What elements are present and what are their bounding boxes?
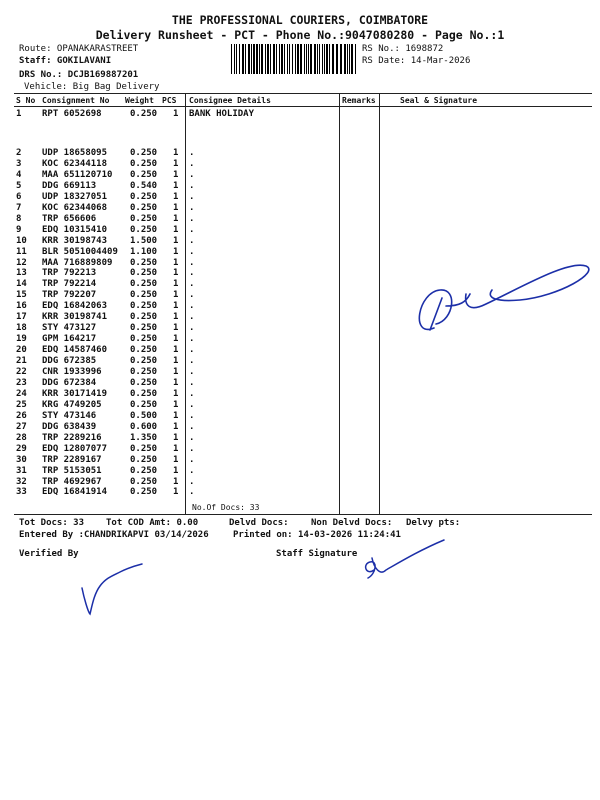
row-consignee-details: . — [189, 421, 195, 432]
row-sno: 22 — [16, 367, 27, 377]
row-sno: 19 — [16, 334, 27, 345]
handwritten-signature — [400, 240, 600, 350]
table-row — [0, 455, 600, 466]
total-cod: Tot COD Amt: 0.00 — [106, 518, 199, 528]
row-consignee-details: . — [189, 377, 195, 388]
row-sno: 15 — [16, 290, 27, 301]
row-sno: 9 — [16, 224, 22, 235]
row-weight: 0.600 — [130, 421, 158, 432]
handwritten-signature — [360, 536, 460, 586]
row-pcs: 1 — [173, 180, 179, 191]
row-sno: 6 — [16, 191, 22, 202]
row-pcs: 1 — [173, 454, 179, 465]
row-consignment-no: MAA 651120710 — [42, 169, 113, 180]
verified-by-label: Verified By — [19, 549, 79, 559]
table-row — [0, 367, 600, 378]
row-consignee-details: . — [189, 334, 195, 345]
row-sno: 10 — [16, 235, 27, 246]
company-name: THE PROFESSIONAL COURIERS, COIMBATORE — [171, 13, 429, 27]
row-sno: 3 — [16, 158, 22, 169]
row-consignment-no: DDG 669113 — [42, 180, 97, 191]
col-pcs: PCS — [162, 96, 177, 105]
row-pcs: 1 — [173, 191, 179, 202]
table-row — [0, 225, 600, 236]
row-consignment-no: TRP 4692967 — [42, 476, 102, 487]
row-pcs: 1 — [173, 476, 179, 487]
row-pcs: 1 — [173, 202, 179, 213]
row-weight: 0.250 — [130, 257, 158, 268]
row-consignment-no: CNR 1933996 — [42, 367, 102, 377]
row-weight: 0.250 — [130, 476, 158, 487]
row-pcs: 1 — [173, 443, 179, 454]
row-consignee-details: . — [189, 279, 195, 290]
row-sno: 12 — [16, 257, 27, 268]
row-consignment-no: KRR 30171419 — [42, 388, 108, 399]
col-sno: S No — [16, 96, 36, 105]
row-consignee-details: . — [189, 158, 195, 169]
row-consignee-details: . — [189, 180, 195, 191]
row-weight: 0.250 — [130, 290, 158, 301]
row-consignment-no: TRP 2289167 — [42, 454, 102, 465]
row-sno: 16 — [16, 301, 27, 312]
row-weight: 0.540 — [130, 180, 158, 191]
row-consignee-details: . — [189, 213, 195, 224]
table-row — [0, 466, 600, 477]
row-consignee-details: . — [189, 476, 195, 487]
row-consignee-details: . — [189, 312, 195, 323]
row-consignment-no: EDQ 12807077 — [42, 443, 108, 454]
table-row — [0, 203, 600, 214]
printed-on: Printed on: 14-03-2026 11:24:41 — [233, 530, 401, 540]
table-row — [0, 400, 600, 411]
row-pcs: 1 — [173, 421, 179, 432]
row-consignee-details: . — [189, 454, 195, 465]
row-weight: 0.250 — [130, 345, 158, 356]
row-sno: 4 — [16, 169, 22, 180]
row-consignment-no: KRR 30198743 — [42, 235, 108, 246]
row-sno: 14 — [16, 279, 27, 290]
table-row — [0, 214, 600, 225]
row-pcs: 1 — [173, 158, 179, 169]
row-consignee-details: . — [189, 345, 195, 356]
row-consignment-no: TRP 792213 — [42, 268, 97, 279]
row-sno: 28 — [16, 432, 27, 443]
row-consignee-details: . — [189, 356, 195, 367]
drs-number: DRS No.: DCJB169887201 — [19, 70, 139, 80]
row-sno: 2 — [16, 148, 22, 158]
rs-number: RS No.: 1698872 — [362, 44, 444, 54]
row-sno: 1 — [16, 109, 22, 119]
row-consignee-details: . — [189, 257, 195, 268]
row-sno: 30 — [16, 454, 27, 465]
row-consignee-details: . — [189, 432, 195, 443]
row-consignee-details: . — [189, 268, 195, 279]
row-weight: 0.250 — [130, 158, 158, 169]
row-consignment-no: DDG 672385 — [42, 356, 97, 367]
row-consignment-no: TRP 656606 — [42, 213, 97, 224]
row-sno: 23 — [16, 377, 27, 388]
route-label: Route: OPANAKARASTREET — [19, 44, 139, 54]
row-sno: 33 — [16, 487, 27, 498]
col-consignee: Consignee Details — [189, 96, 271, 105]
table-row — [0, 159, 600, 170]
row-weight: 0.250 — [130, 268, 158, 279]
row-consignment-no: DDG 638439 — [42, 421, 97, 432]
row-weight: 0.250 — [130, 367, 158, 377]
total-docs: Tot Docs: 33 — [19, 518, 85, 528]
row-consignee-details: . — [189, 410, 195, 421]
row-sno: 24 — [16, 388, 27, 399]
row-consignment-no: UDP 18327051 — [42, 191, 108, 202]
row-pcs: 1 — [173, 301, 179, 312]
row-sno: 32 — [16, 476, 27, 487]
row-consignee-details: . — [189, 301, 195, 312]
row-pcs: 1 — [173, 246, 179, 257]
row-pcs: 1 — [173, 323, 179, 334]
non-delivered-docs: Non Delvd Docs: — [311, 518, 393, 528]
row-pcs: 1 — [173, 367, 179, 377]
row-weight: 0.250 — [130, 443, 158, 454]
row-consignee-details: . — [189, 202, 195, 213]
row-consignee-details: . — [189, 323, 195, 334]
barcode-image — [231, 44, 359, 74]
row-consignment-no: KOC 62344118 — [42, 158, 108, 169]
row-weight: 0.500 — [130, 410, 158, 421]
row-weight: 1.100 — [130, 246, 158, 257]
row-pcs: 1 — [173, 377, 179, 388]
row-consignee-details: . — [189, 399, 195, 410]
table-row — [0, 422, 600, 433]
row-sno: 27 — [16, 421, 27, 432]
row-consignment-no: GPM 164217 — [42, 334, 97, 345]
delivered-docs: Delvd Docs: — [229, 518, 289, 528]
row-weight: 0.250 — [130, 109, 158, 119]
table-bottom-rule — [14, 514, 592, 515]
row-weight: 0.250 — [130, 377, 158, 388]
row-pcs: 1 — [173, 109, 179, 119]
row-consignment-no: TRP 792207 — [42, 290, 97, 301]
row-pcs: 1 — [173, 312, 179, 323]
row-sno: 29 — [16, 443, 27, 454]
row-consignment-no: EDQ 10315410 — [42, 224, 108, 235]
row-consignee-details: . — [189, 224, 195, 235]
table-row — [0, 477, 600, 488]
table-row — [0, 192, 600, 203]
row-sno: 18 — [16, 323, 27, 334]
row-weight: 0.250 — [130, 388, 158, 399]
row-pcs: 1 — [173, 213, 179, 224]
row-consignee-details: . — [189, 443, 195, 454]
row-weight: 0.250 — [130, 213, 158, 224]
row-consignee-details: . — [189, 148, 195, 158]
row-weight: 0.250 — [130, 169, 158, 180]
row-pcs: 1 — [173, 169, 179, 180]
row-consignee-details: . — [189, 367, 195, 377]
no-of-docs: No.Of Docs: 33 — [192, 503, 260, 512]
row-sno: 8 — [16, 213, 22, 224]
row-pcs: 1 — [173, 290, 179, 301]
row-consignment-no: STY 473127 — [42, 323, 97, 334]
row-sno: 5 — [16, 180, 22, 191]
row-consignment-no: EDQ 14587460 — [42, 345, 108, 356]
row-pcs: 1 — [173, 388, 179, 399]
row-weight: 0.250 — [130, 465, 158, 476]
row-sno: 7 — [16, 202, 22, 213]
row-consignee-details: . — [189, 169, 195, 180]
row-consignment-no: TRP 792214 — [42, 279, 97, 290]
rs-date: RS Date: 14-Mar-2026 — [362, 56, 471, 66]
table-row — [0, 356, 600, 367]
row-weight: 0.250 — [130, 323, 158, 334]
table-top-rule — [14, 93, 592, 94]
row-weight: 0.250 — [130, 356, 158, 367]
table-row — [0, 444, 600, 455]
row-weight: 0.250 — [130, 301, 158, 312]
vehicle-label: Vehicle: Big Bag Delivery — [24, 82, 160, 92]
row-weight: 0.250 — [130, 487, 158, 498]
row-consignment-no: TRP 2289216 — [42, 432, 102, 443]
row-consignee-details: BANK HOLIDAY — [189, 109, 255, 119]
row-pcs: 1 — [173, 356, 179, 367]
row-pcs: 1 — [173, 279, 179, 290]
row-sno: 20 — [16, 345, 27, 356]
row-sno: 21 — [16, 356, 27, 367]
row-pcs: 1 — [173, 410, 179, 421]
col-weight: Weight — [125, 96, 154, 105]
row-pcs: 1 — [173, 257, 179, 268]
row-consignee-details: . — [189, 191, 195, 202]
row-pcs: 1 — [173, 148, 179, 158]
row-weight: 0.250 — [130, 202, 158, 213]
row-pcs: 1 — [173, 432, 179, 443]
delivery-points: Delvy pts: — [406, 518, 461, 528]
row-weight: 1.350 — [130, 432, 158, 443]
table-row — [0, 411, 600, 422]
row-weight: 0.250 — [130, 224, 158, 235]
table-row — [0, 433, 600, 444]
row-consignee-details: . — [189, 487, 195, 498]
row-sno: 31 — [16, 465, 27, 476]
table-row — [0, 378, 600, 389]
row-consignment-no: TRP 5153051 — [42, 465, 102, 476]
row-consignee-details: . — [189, 388, 195, 399]
row-consignee-details: . — [189, 290, 195, 301]
col-seal-signature: Seal & Signature — [400, 96, 478, 105]
row-consignee-details: . — [189, 465, 195, 476]
row-consignment-no: KRG 4749205 — [42, 399, 102, 410]
row-consignee-details: . — [189, 235, 195, 246]
row-weight: 0.250 — [130, 454, 158, 465]
row-weight: 0.250 — [130, 312, 158, 323]
staff-label: Staff: GOKILAVANI — [19, 56, 112, 66]
runsheet-title: Delivery Runsheet - PCT - Phone No.:9047080280 - Page No.:1 — [95, 28, 505, 42]
table-row — [0, 109, 600, 120]
row-consignment-no: BLR 5051004409 — [42, 246, 118, 257]
row-weight: 0.250 — [130, 399, 158, 410]
row-consignment-no: MAA 716889809 — [42, 257, 113, 268]
row-pcs: 1 — [173, 345, 179, 356]
row-pcs: 1 — [173, 399, 179, 410]
row-pcs: 1 — [173, 334, 179, 345]
staff-signature-label: Staff Signature — [276, 549, 358, 559]
row-sno: 25 — [16, 399, 27, 410]
entered-by: Entered By :CHANDRIKAPVI 03/14/2026 — [19, 530, 209, 540]
table-row — [0, 170, 600, 181]
row-weight: 0.250 — [130, 279, 158, 290]
table-row — [0, 148, 600, 159]
table-row — [0, 487, 600, 498]
row-consignment-no: UDP 18658095 — [42, 148, 108, 158]
row-consignment-no: KRR 30198741 — [42, 312, 108, 323]
row-pcs: 1 — [173, 224, 179, 235]
row-sno: 11 — [16, 246, 27, 257]
row-weight: 0.250 — [130, 191, 158, 202]
row-sno: 26 — [16, 410, 27, 421]
row-pcs: 1 — [173, 487, 179, 498]
handwritten-signature — [70, 558, 150, 618]
row-weight: 1.500 — [130, 235, 158, 246]
row-weight: 0.250 — [130, 334, 158, 345]
table-header-rule — [14, 106, 592, 107]
row-consignee-details: . — [189, 246, 195, 257]
row-sno: 17 — [16, 312, 27, 323]
table-row — [0, 181, 600, 192]
table-row — [0, 389, 600, 400]
row-consignment-no: EDQ 16842063 — [42, 301, 108, 312]
row-weight: 0.250 — [130, 148, 158, 158]
col-remarks: Remarks — [342, 96, 376, 105]
row-consignment-no: EDQ 16841914 — [42, 487, 108, 498]
col-consignment: Consignment No — [42, 96, 110, 105]
row-consignment-no: DDG 672384 — [42, 377, 97, 388]
row-sno: 13 — [16, 268, 27, 279]
row-consignment-no: KOC 62344068 — [42, 202, 108, 213]
row-pcs: 1 — [173, 268, 179, 279]
row-consignment-no: RPT 6052698 — [42, 109, 102, 119]
row-pcs: 1 — [173, 465, 179, 476]
row-pcs: 1 — [173, 235, 179, 246]
row-consignment-no: STY 473146 — [42, 410, 97, 421]
